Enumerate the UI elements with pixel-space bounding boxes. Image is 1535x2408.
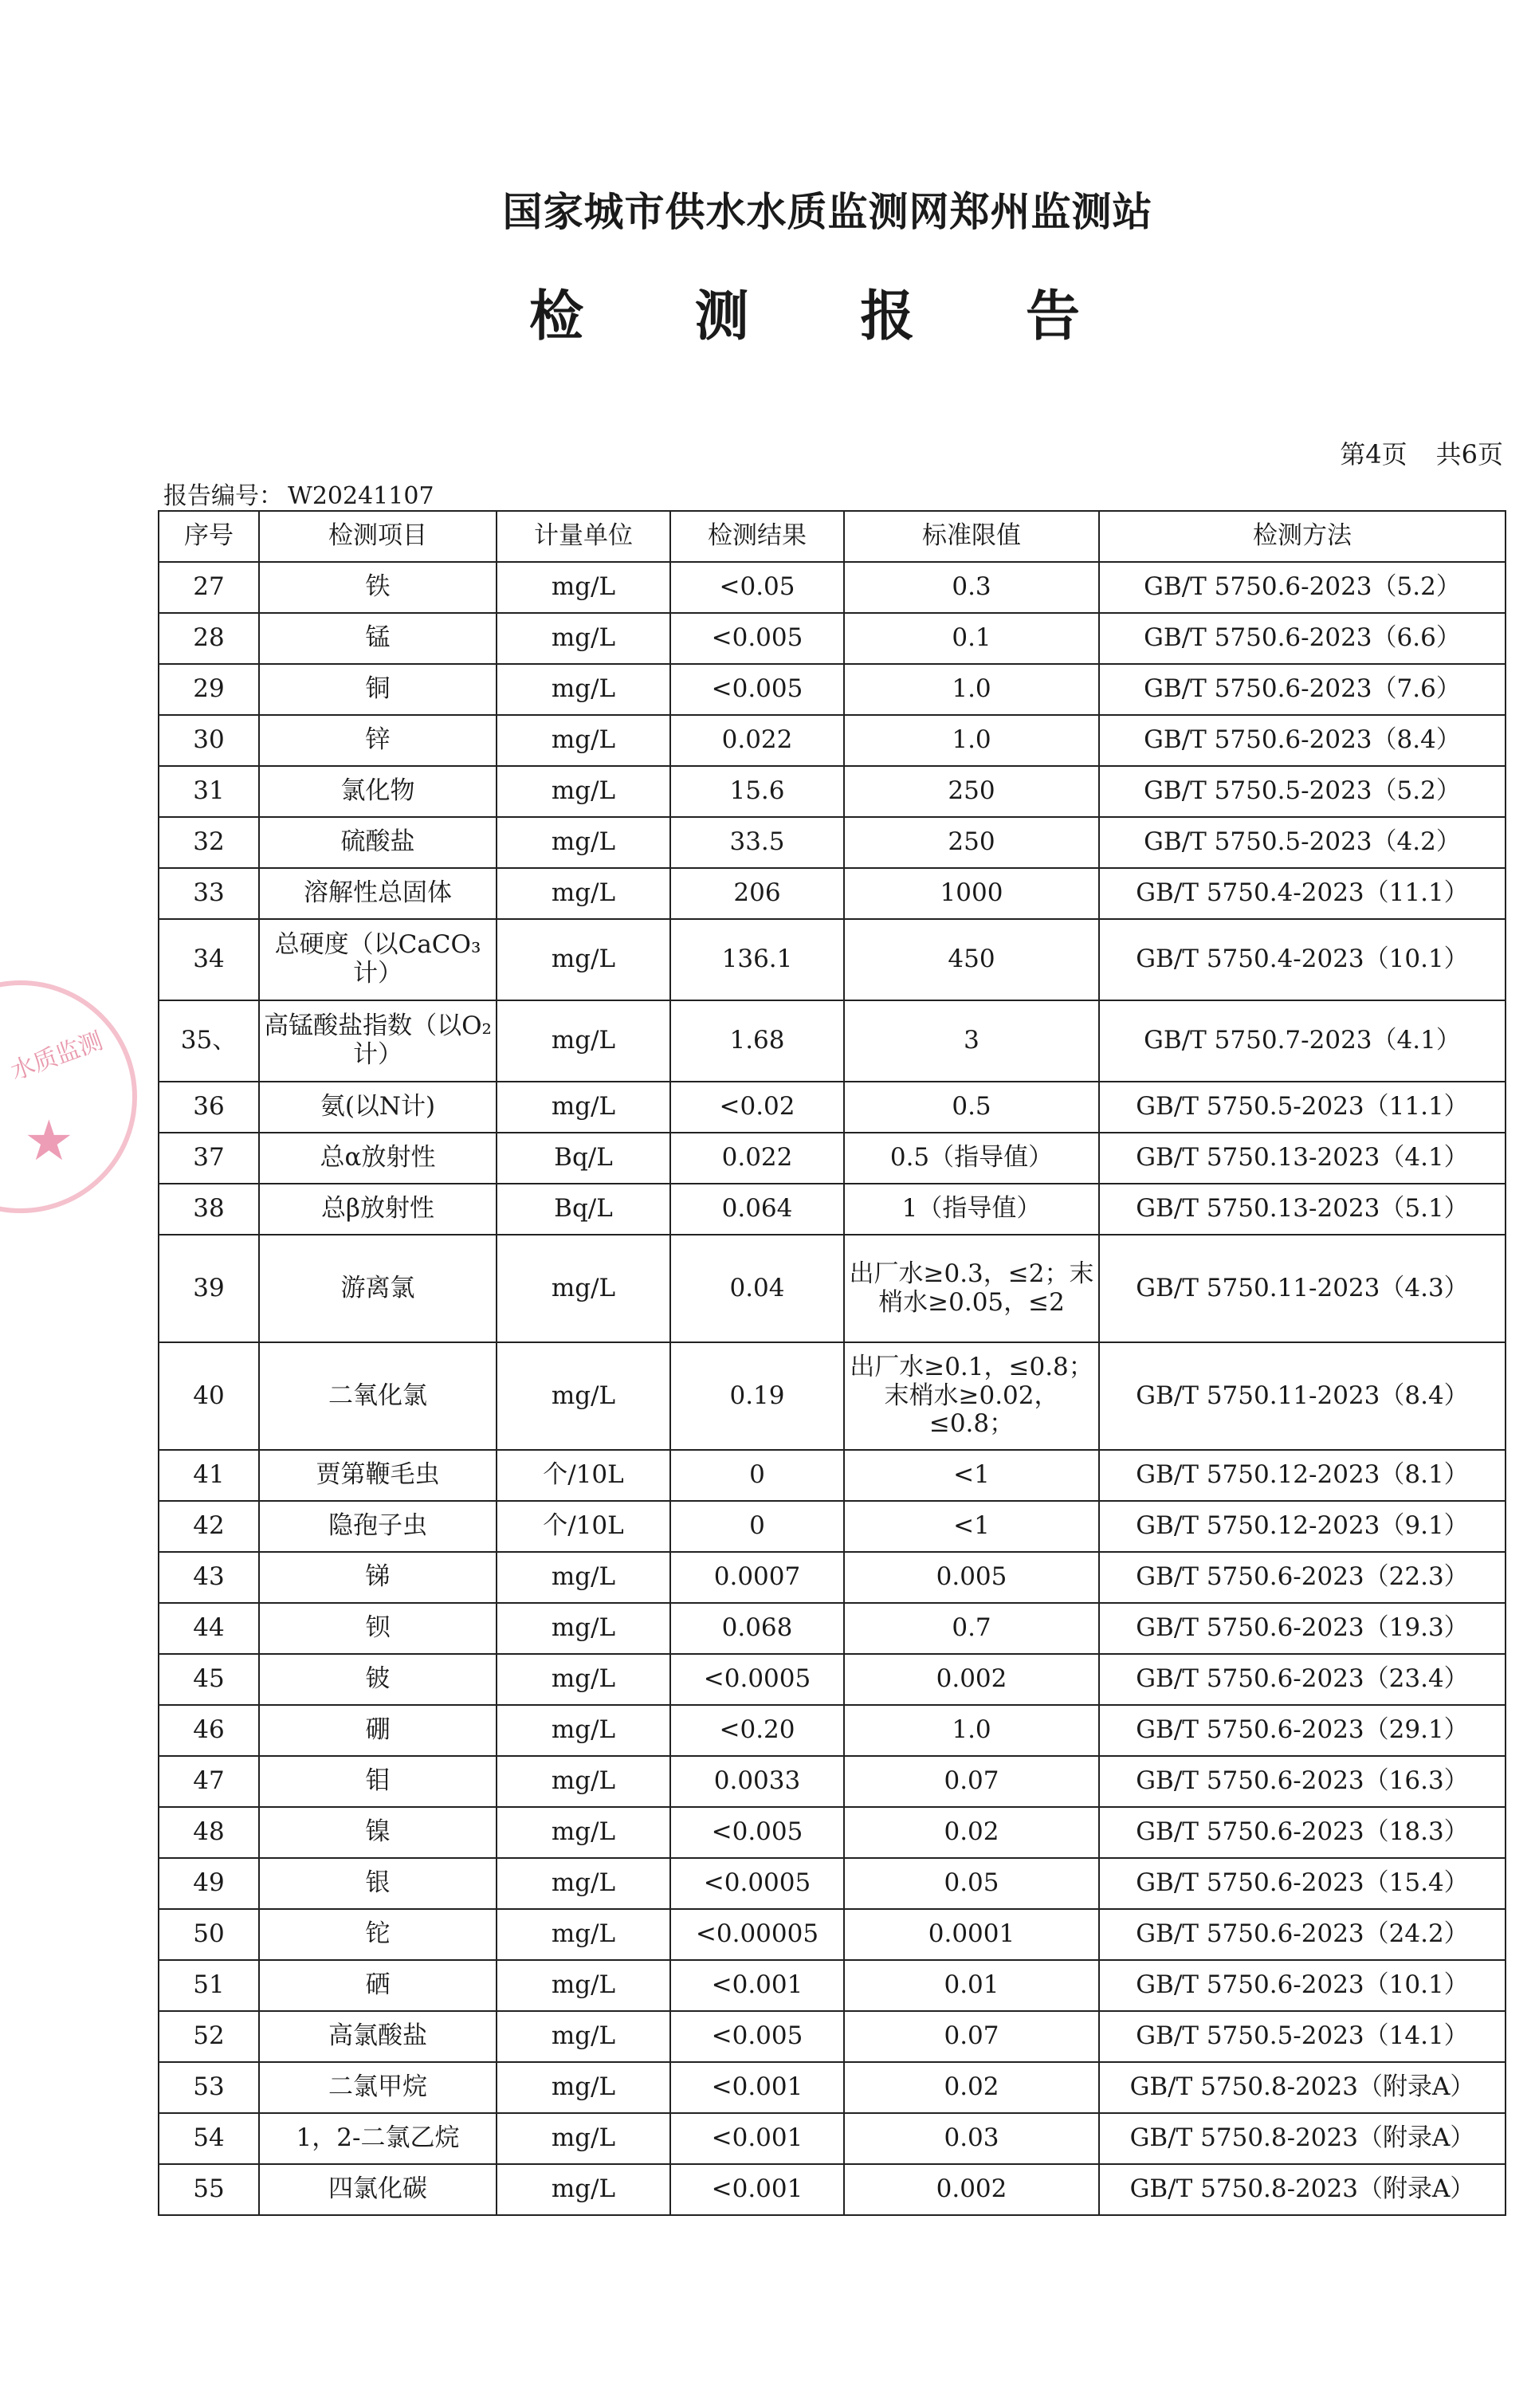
cell-no: 40 [159,1342,259,1450]
cell-unit: mg/L [497,1235,670,1342]
cell-unit: 个/10L [497,1501,670,1552]
cell-limit: 0.7 [844,1603,1099,1654]
cell-result: <0.001 [670,2062,844,2113]
cell-unit: mg/L [497,1909,670,1960]
cell-unit: mg/L [497,1705,670,1756]
cell-item: 贾第鞭毛虫 [259,1450,497,1501]
cell-no: 47 [159,1756,259,1807]
cell-method: GB/T 5750.6-2023（29.1） [1099,1705,1506,1756]
table-header-row [159,511,1506,562]
cell-limit: 0.5 [844,1082,1099,1133]
report-number-value: W20241107 [288,482,434,510]
table-row [159,919,1506,1000]
cell-limit: 0.002 [844,2164,1099,2215]
cell-limit: 1（指导值） [844,1184,1099,1235]
table-row [159,2164,1506,2215]
cell-item: 1，2-二氯乙烷 [259,2113,497,2164]
cell-item: 银 [259,1858,497,1909]
cell-limit: 0.0001 [844,1909,1099,1960]
table-row [159,1603,1506,1654]
cell-method: GB/T 5750.5-2023（14.1） [1099,2011,1506,2062]
cell-method: GB/T 5750.8-2023（附录A） [1099,2164,1506,2215]
cell-method: GB/T 5750.13-2023（5.1） [1099,1184,1506,1235]
cell-item: 氯化物 [259,766,497,817]
cell-item: 镍 [259,1807,497,1858]
cell-limit: 1000 [844,868,1099,919]
cell-unit: mg/L [497,1342,670,1450]
cell-unit: mg/L [497,2113,670,2164]
cell-method: GB/T 5750.4-2023（11.1） [1099,868,1506,919]
table-row [159,1450,1506,1501]
cell-unit: mg/L [497,1960,670,2011]
cell-method: GB/T 5750.7-2023（4.1） [1099,1000,1506,1082]
table-row [159,1000,1506,1082]
cell-unit: mg/L [497,1858,670,1909]
cell-no: 55 [159,2164,259,2215]
table-row [159,1184,1506,1235]
cell-limit: 出厂水≥0.3，≤2；末梢水≥0.05，≤2 [844,1235,1099,1342]
cell-unit: mg/L [497,2011,670,2062]
cell-no: 38 [159,1184,259,1235]
cell-item: 高氯酸盐 [259,2011,497,2062]
cell-no: 37 [159,1133,259,1184]
cell-result: 0.0007 [670,1552,844,1603]
cell-item: 总硬度（以CaCO₃计） [259,919,497,1000]
results-table [158,510,1506,2216]
table-row [159,1235,1506,1342]
cell-method: GB/T 5750.6-2023（23.4） [1099,1654,1506,1705]
cell-limit: 0.05 [844,1858,1099,1909]
header-item: 检测项目 [259,511,497,562]
cell-result: 0 [670,1450,844,1501]
cell-item: 隐孢子虫 [259,1501,497,1552]
cell-no: 52 [159,2011,259,2062]
cell-limit: 0.07 [844,1756,1099,1807]
cell-limit: 0.1 [844,613,1099,664]
cell-method: GB/T 5750.12-2023（9.1） [1099,1501,1506,1552]
cell-result: <0.001 [670,2164,844,2215]
cell-method: GB/T 5750.11-2023（4.3） [1099,1235,1506,1342]
table-row [159,1756,1506,1807]
cell-unit: mg/L [497,715,670,766]
cell-limit: 1.0 [844,1705,1099,1756]
cell-unit: mg/L [497,817,670,868]
cell-result: <0.0005 [670,1858,844,1909]
cell-no: 53 [159,2062,259,2113]
cell-method: GB/T 5750.6-2023（24.2） [1099,1909,1506,1960]
cell-method: GB/T 5750.6-2023（15.4） [1099,1858,1506,1909]
table-row [159,715,1506,766]
cell-unit: mg/L [497,919,670,1000]
cell-unit: mg/L [497,1807,670,1858]
cell-unit: mg/L [497,2164,670,2215]
cell-item: 游离氯 [259,1235,497,1342]
table-row [159,817,1506,868]
cell-result: 0.068 [670,1603,844,1654]
cell-unit: mg/L [497,562,670,613]
cell-no: 36 [159,1082,259,1133]
table-row [159,1858,1506,1909]
cell-no: 29 [159,664,259,715]
cell-no: 50 [159,1909,259,1960]
table-row [159,1909,1506,1960]
cell-limit: 0.02 [844,1807,1099,1858]
page-current: 第4页 [1340,439,1407,469]
page-total: 共6页 [1435,439,1503,469]
cell-item: 硫酸盐 [259,817,497,868]
cell-method: GB/T 5750.13-2023（4.1） [1099,1133,1506,1184]
cell-item: 四氯化碳 [259,2164,497,2215]
cell-no: 32 [159,817,259,868]
cell-result: <0.005 [670,1807,844,1858]
cell-item: 高锰酸盐指数（以O₂计） [259,1000,497,1082]
cell-limit: 0.02 [844,2062,1099,2113]
cell-method: GB/T 5750.6-2023（18.3） [1099,1807,1506,1858]
cell-no: 48 [159,1807,259,1858]
cell-limit: 0.005 [844,1552,1099,1603]
cell-item: 二氧化氯 [259,1342,497,1450]
table-row [159,1705,1506,1756]
cell-no: 44 [159,1603,259,1654]
cell-result: <0.0005 [670,1654,844,1705]
cell-method: GB/T 5750.5-2023（4.2） [1099,817,1506,868]
cell-method: GB/T 5750.6-2023（8.4） [1099,715,1506,766]
cell-item: 铊 [259,1909,497,1960]
cell-limit: 450 [844,919,1099,1000]
cell-item: 氨(以N计) [259,1082,497,1133]
cell-no: 46 [159,1705,259,1756]
cell-limit: 0.03 [844,2113,1099,2164]
cell-result: 1.68 [670,1000,844,1082]
table-row [159,868,1506,919]
cell-result: <0.05 [670,562,844,613]
cell-result: 15.6 [670,766,844,817]
cell-limit: 出厂水≥0.1，≤0.8；末梢水≥0.02，≤0.8； [844,1342,1099,1450]
cell-method: GB/T 5750.6-2023（22.3） [1099,1552,1506,1603]
report-number [163,476,434,511]
table-row [159,1501,1506,1552]
cell-item: 溶解性总固体 [259,868,497,919]
cell-no: 31 [159,766,259,817]
cell-result: 0.19 [670,1342,844,1450]
cell-no: 34 [159,919,259,1000]
cell-method: GB/T 5750.11-2023（8.4） [1099,1342,1506,1450]
cell-unit: 个/10L [497,1450,670,1501]
table-row [159,1552,1506,1603]
header-unit: 计量单位 [497,511,670,562]
cell-result: <0.005 [670,613,844,664]
table-row [159,1807,1506,1858]
cell-item: 铁 [259,562,497,613]
cell-method: GB/T 5750.4-2023（10.1） [1099,919,1506,1000]
table-row [159,562,1506,613]
cell-item: 锑 [259,1552,497,1603]
cell-item: 二氯甲烷 [259,2062,497,2113]
cell-unit: mg/L [497,664,670,715]
table-row [159,1082,1506,1133]
cell-limit: 250 [844,817,1099,868]
table-row [159,1960,1506,2011]
table-row [159,2011,1506,2062]
cell-item: 锌 [259,715,497,766]
header-result: 检测结果 [670,511,844,562]
official-seal [0,980,137,1213]
cell-result: <0.001 [670,2113,844,2164]
table-row [159,1342,1506,1450]
table-row [159,766,1506,817]
cell-limit: 1.0 [844,715,1099,766]
cell-unit: mg/L [497,1603,670,1654]
cell-method: GB/T 5750.6-2023（19.3） [1099,1603,1506,1654]
cell-method: GB/T 5750.8-2023（附录A） [1099,2062,1506,2113]
cell-item: 总β放射性 [259,1184,497,1235]
cell-item: 硒 [259,1960,497,2011]
cell-method: GB/T 5750.12-2023（8.1） [1099,1450,1506,1501]
cell-unit: mg/L [497,1756,670,1807]
table-row [159,613,1506,664]
cell-result: 33.5 [670,817,844,868]
cell-limit: 0.5（指导值） [844,1133,1099,1184]
cell-method: GB/T 5750.5-2023（11.1） [1099,1082,1506,1133]
cell-unit: mg/L [497,1082,670,1133]
cell-method: GB/T 5750.8-2023（附录A） [1099,2113,1506,2164]
table-row [159,664,1506,715]
cell-no: 35、 [159,1000,259,1082]
cell-result: 136.1 [670,919,844,1000]
cell-method: GB/T 5750.6-2023（7.6） [1099,664,1506,715]
cell-method: GB/T 5750.6-2023（6.6） [1099,613,1506,664]
cell-result: 0 [670,1501,844,1552]
cell-limit: 0.3 [844,562,1099,613]
cell-unit: mg/L [497,1000,670,1082]
cell-no: 49 [159,1858,259,1909]
cell-unit: mg/L [497,766,670,817]
cell-result: 0.04 [670,1235,844,1342]
cell-item: 钡 [259,1603,497,1654]
table-row [159,1133,1506,1184]
cell-item: 硼 [259,1705,497,1756]
cell-result: <0.02 [670,1082,844,1133]
cell-result: <0.20 [670,1705,844,1756]
table-row [159,2113,1506,2164]
cell-no: 43 [159,1552,259,1603]
cell-method: GB/T 5750.6-2023（10.1） [1099,1960,1506,2011]
cell-result: <0.001 [670,1960,844,2011]
cell-no: 33 [159,868,259,919]
cell-unit: Bq/L [497,1184,670,1235]
cell-limit: <1 [844,1450,1099,1501]
cell-no: 41 [159,1450,259,1501]
cell-item: 总α放射性 [259,1133,497,1184]
cell-limit: 3 [844,1000,1099,1082]
cell-result: 0.022 [670,715,844,766]
cell-unit: mg/L [497,1654,670,1705]
cell-result: <0.00005 [670,1909,844,1960]
cell-no: 54 [159,2113,259,2164]
cell-item: 铍 [259,1654,497,1705]
seal-text: 水质监测 [6,1027,107,1086]
header-limit: 标准限值 [844,511,1099,562]
cell-method: GB/T 5750.6-2023（5.2） [1099,562,1506,613]
cell-limit: <1 [844,1501,1099,1552]
cell-result: 0.022 [670,1133,844,1184]
cell-limit: 1.0 [844,664,1099,715]
cell-no: 42 [159,1501,259,1552]
cell-no: 30 [159,715,259,766]
cell-result: 0.064 [670,1184,844,1235]
cell-unit: mg/L [497,1552,670,1603]
header-method: 检测方法 [1099,511,1506,562]
cell-result: <0.005 [670,664,844,715]
cell-limit: 0.002 [844,1654,1099,1705]
cell-no: 27 [159,562,259,613]
cell-no: 51 [159,1960,259,2011]
document-title: 检 测 报 告 [528,285,1127,348]
cell-item: 铜 [259,664,497,715]
organization-name: 国家城市供水水质监测网郑州监测站 [502,188,1153,235]
cell-no: 28 [159,613,259,664]
cell-result: <0.005 [670,2011,844,2062]
report-number-label: 报告编号： [163,482,283,510]
cell-limit: 0.07 [844,2011,1099,2062]
cell-unit: mg/L [497,2062,670,2113]
cell-method: GB/T 5750.5-2023（5.2） [1099,766,1506,817]
cell-result: 206 [670,868,844,919]
cell-unit: mg/L [497,613,670,664]
cell-unit: Bq/L [497,1133,670,1184]
cell-limit: 250 [844,766,1099,817]
table-row [159,1654,1506,1705]
page-indicator [1340,434,1503,471]
cell-method: GB/T 5750.6-2023（16.3） [1099,1756,1506,1807]
cell-no: 39 [159,1235,259,1342]
table-row [159,2062,1506,2113]
cell-unit: mg/L [497,868,670,919]
cell-item: 钼 [259,1756,497,1807]
cell-result: 0.0033 [670,1756,844,1807]
cell-limit: 0.01 [844,1960,1099,2011]
seal-star-icon: ★ [24,1108,74,1173]
cell-no: 45 [159,1654,259,1705]
cell-item: 锰 [259,613,497,664]
header-no: 序号 [159,511,259,562]
